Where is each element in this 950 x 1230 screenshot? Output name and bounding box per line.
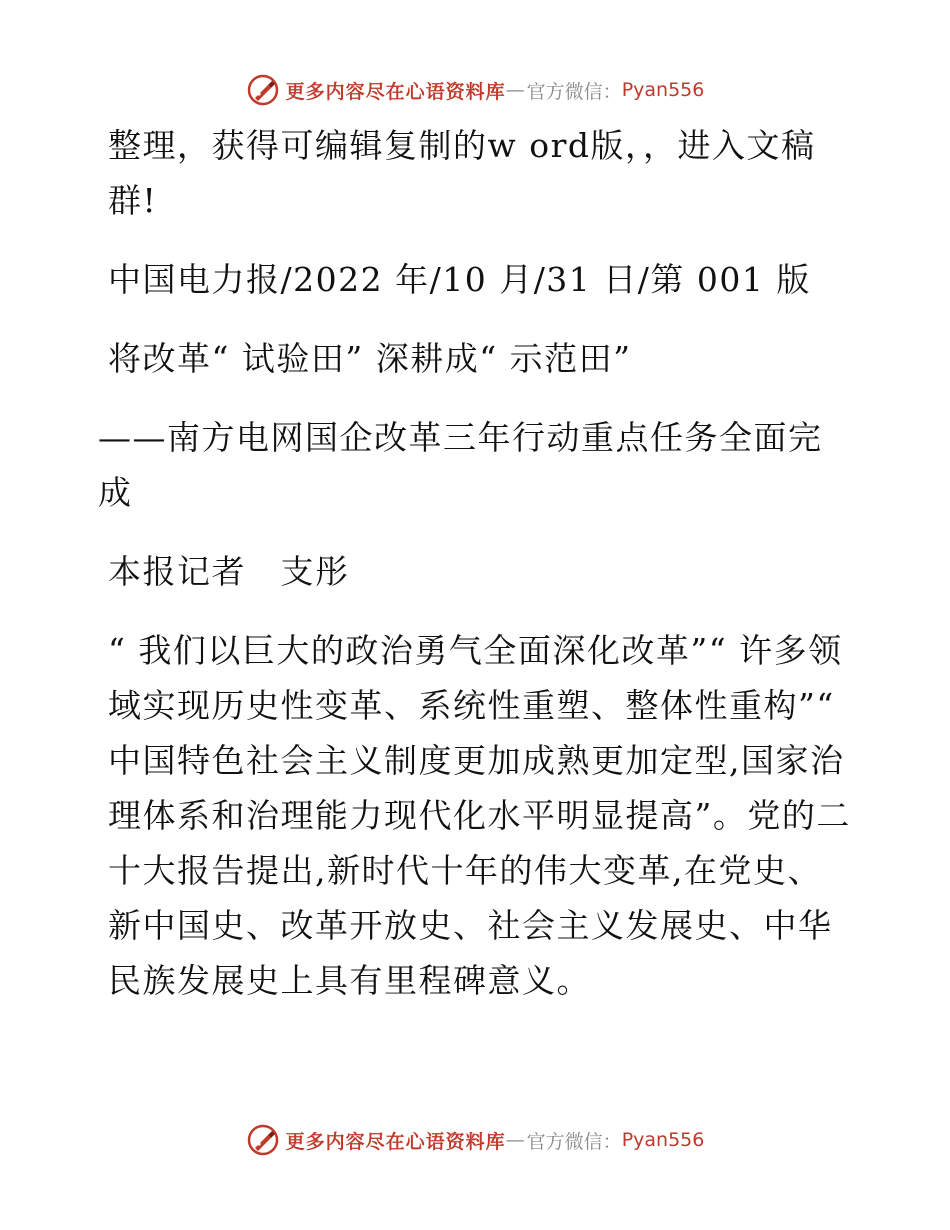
pen-nib-logo-icon — [246, 73, 280, 107]
wechat-label: 官方微信： — [526, 1130, 622, 1153]
article-title: 将改革“ 试验田” 深耕成“ 示范田” — [108, 339, 632, 378]
body-paragraph: “ 我们以巨大的政治勇气全面深化改革”“ 许多领域实现历史性变革、系统性重塑、整体性重构”“ 中国特色社会主义制度更加成熟更加定型,国家治理体系和治理能力现代化水平明显提高”。党的二十大报告提出,新时代十年的伟大变革,在党史、新中国史、改革开放史、社会主义发展史、中华民族发展史上具有里程碑意义。 — [108, 631, 851, 1000]
wechat-label: 官方微信： — [526, 80, 622, 103]
brand-text: 更多内容尽在心语资料库 — [285, 1130, 506, 1153]
article-subtitle: ——南方电网国企改革三年行动重点任务全面完成 — [98, 418, 823, 512]
source-line: 中国电力报/2022 年/10 月/31 日/第 001 版 — [108, 260, 811, 299]
page-footer — [0, 1120, 950, 1160]
byline: 本报记者 支彤 — [108, 552, 350, 591]
page-header — [0, 70, 950, 110]
pen-nib-logo-icon — [246, 1123, 280, 1157]
notice-text: 整理，获得可编辑复制的w ord版，，进入文稿群! — [108, 126, 816, 220]
footer-separator: — — [505, 1129, 525, 1151]
wechat-id: Pyan556 — [621, 79, 705, 101]
header-separator: — — [505, 79, 525, 101]
document-body — [98, 118, 853, 1008]
wechat-id: Pyan556 — [621, 1129, 705, 1151]
brand-text: 更多内容尽在心语资料库 — [285, 80, 506, 103]
